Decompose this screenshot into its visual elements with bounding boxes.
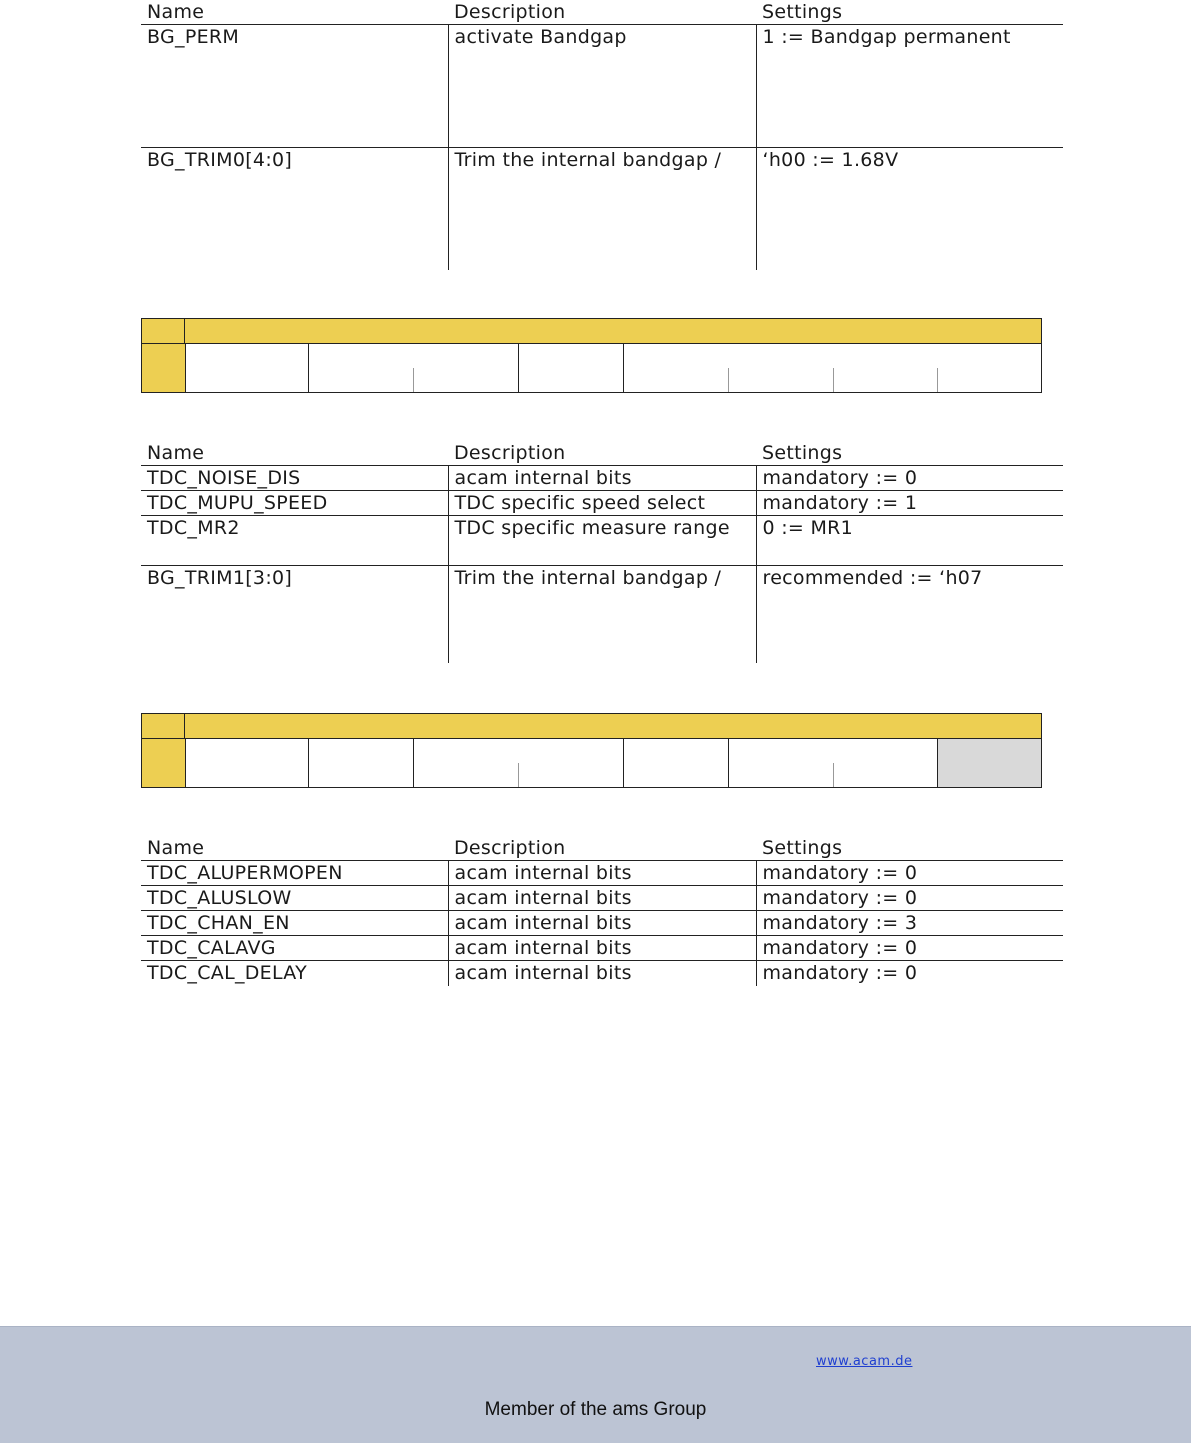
- param-name: BG_PERM: [141, 25, 448, 148]
- bit-tick: [833, 368, 834, 392]
- param-settings: mandatory := 0: [756, 886, 1063, 911]
- param-description: acam internal bits: [448, 861, 756, 886]
- param-description: acam internal bits: [448, 911, 756, 936]
- website-link[interactable]: www.acam.de: [816, 1354, 913, 1369]
- register-bitmap-1: [141, 318, 1042, 393]
- param-settings: 0 := MR1: [756, 516, 1063, 566]
- table-row: [141, 886, 1063, 911]
- bit-divider: [623, 739, 624, 787]
- column-header-description: Description: [448, 0, 756, 25]
- param-settings: recommended := ‘h07: [756, 566, 1063, 663]
- parameter-table-2: [141, 441, 1063, 663]
- register-header-bar: [141, 713, 1042, 739]
- bit-divider: [413, 739, 414, 787]
- param-settings: ‘h00 := 1.68V: [756, 148, 1063, 270]
- register-bitmap-2: [141, 713, 1042, 788]
- param-name: BG_TRIM0[4:0]: [147, 149, 293, 171]
- column-header-name: Name: [141, 836, 448, 861]
- param-name: TDC_ALUPERMOPEN: [141, 861, 448, 886]
- param-settings: 1 := Bandgap permanent: [756, 25, 1063, 148]
- bit-tick: [518, 763, 519, 787]
- param-description: TDC specific speed select: [448, 491, 756, 516]
- register-bit-row: [141, 738, 1042, 788]
- bit-tick: [728, 368, 729, 392]
- table-row: [141, 961, 1063, 986]
- param-name: TDC_ALUSLOW: [141, 886, 448, 911]
- register-row-label-cell: [142, 739, 186, 787]
- param-settings: mandatory := 1: [756, 491, 1063, 516]
- param-name: TDC_MR2: [141, 516, 448, 566]
- column-header-description: Description: [448, 441, 756, 466]
- param-settings: mandatory := 0: [756, 466, 1063, 491]
- table-row: [141, 148, 1063, 270]
- table-row: [141, 566, 1063, 663]
- param-description: Trim the internal bandgap /: [448, 148, 756, 270]
- table-row: [141, 466, 1063, 491]
- reserved-bit-cell: [937, 739, 1041, 787]
- param-settings: mandatory := 0: [756, 861, 1063, 886]
- param-name: TDC_CALAVG: [141, 936, 448, 961]
- param-name: BG_TRIM1[3:0]: [147, 567, 293, 589]
- register-bit-row: [141, 343, 1042, 393]
- register-header-divider: [184, 713, 185, 739]
- table-row: [141, 25, 1063, 148]
- table-row: [141, 861, 1063, 886]
- column-header-settings: Settings: [756, 0, 1063, 25]
- param-description: activate Bandgap: [448, 25, 756, 148]
- param-name: TDC_CHAN_EN: [141, 911, 448, 936]
- column-header-settings: Settings: [756, 441, 1063, 466]
- bit-divider: [937, 739, 938, 787]
- param-description: TDC specific measure range: [448, 516, 756, 566]
- param-name: TDC_MUPU_SPEED: [141, 491, 448, 516]
- param-name: TDC_CAL_DELAY: [147, 962, 308, 984]
- column-header-description: Description: [448, 836, 756, 861]
- table-row: [141, 516, 1063, 566]
- bit-divider: [623, 344, 624, 392]
- bit-divider: [308, 739, 309, 787]
- register-header-divider: [184, 318, 185, 344]
- bit-tick: [833, 763, 834, 787]
- page-footer: [0, 1326, 1191, 1443]
- param-description: acam internal bits: [448, 466, 756, 491]
- footer-member-text: Member of the ams Group: [484, 1399, 707, 1420]
- register-row-label-cell: [142, 344, 186, 392]
- table-row: [141, 911, 1063, 936]
- table-row: [141, 936, 1063, 961]
- bit-tick: [413, 368, 414, 392]
- param-settings: mandatory := 0: [756, 936, 1063, 961]
- bit-tick: [937, 368, 938, 392]
- register-header-bar: [141, 318, 1042, 344]
- parameter-table-3: [141, 836, 1063, 986]
- param-description: acam internal bits: [448, 961, 756, 986]
- bit-divider: [308, 344, 309, 392]
- param-name: TDC_NOISE_DIS: [141, 466, 448, 491]
- bit-divider: [518, 344, 519, 392]
- param-settings: mandatory := 3: [756, 911, 1063, 936]
- column-header-name: Name: [141, 0, 448, 25]
- bit-divider: [728, 739, 729, 787]
- parameter-table-1: [141, 0, 1063, 270]
- table-row: [141, 491, 1063, 516]
- param-description: Trim the internal bandgap /: [448, 566, 756, 663]
- column-header-settings: Settings: [756, 836, 1063, 861]
- column-header-name: Name: [141, 441, 448, 466]
- param-description: acam internal bits: [448, 936, 756, 961]
- param-description: acam internal bits: [448, 886, 756, 911]
- param-settings: mandatory := 0: [756, 961, 1063, 986]
